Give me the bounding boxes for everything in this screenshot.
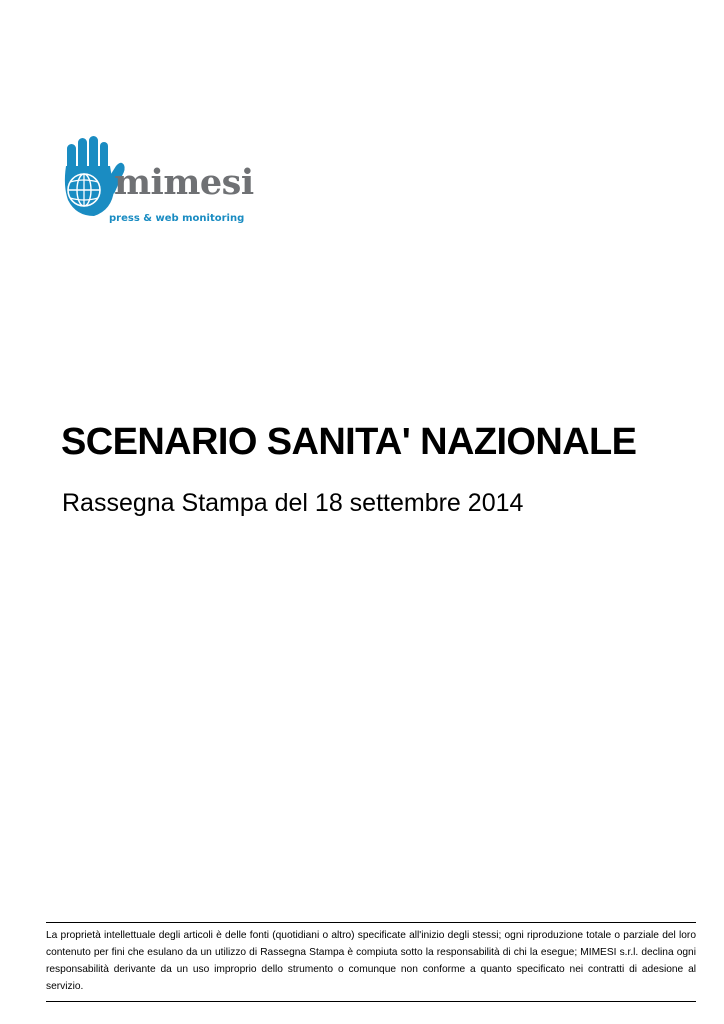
footer-divider-top <box>46 922 696 923</box>
logo-tagline: press & web monitoring <box>109 213 245 224</box>
copyright-disclaimer: La proprietà intellettuale degli articoli è delle fonti (quotidiani o altro) specificate all'inizio degli stessi; ogni riproduzione totale o parziale del loro contenuto per fini che esulano da un utilizzo di Rassegna Stampa è compiuta sotto la responsabilità di chi la esegue; MIMESI s.r.l. declina ogni responsabilità derivante da un uso improprio dello strumento o comunque non conforme a quanto specificato nei contratti di adesione al servizio. <box>46 930 696 992</box>
footer-divider-bottom <box>46 1001 696 1002</box>
logo-wordmark: mimesi <box>114 162 254 203</box>
document-title: SCENARIO SANITA' NAZIONALE <box>61 421 637 463</box>
mimesi-logo <box>58 130 254 230</box>
document-subtitle: Rassegna Stampa del 18 settembre 2014 <box>62 489 524 517</box>
